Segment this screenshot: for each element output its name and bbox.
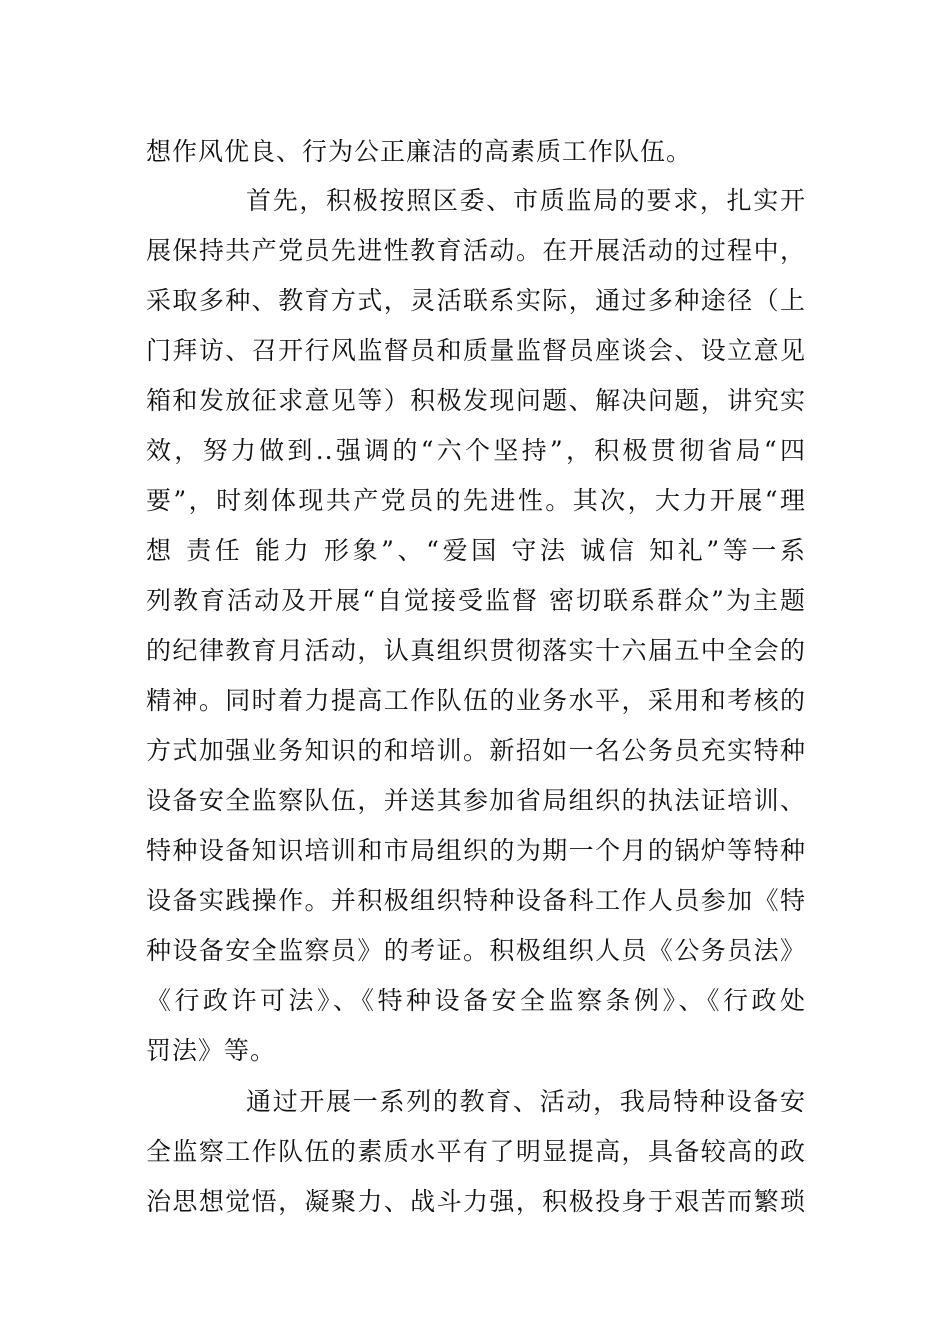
paragraph-first-line: 首先，积极按照区委、市质监局的要求，扎实开 — [246, 186, 806, 215]
text-line: 箱和发放征求意见等）积极发现问题、解决问题，讲究实 — [146, 386, 806, 415]
text-line: 治思想觉悟，凝聚力、战斗力强，积极投身于艰苦而繁琐 — [146, 1187, 806, 1216]
text-line: 精神。同时着力提高工作队伍的业务水平，采用和考核的 — [146, 686, 806, 715]
text-line: 全监察工作队伍的素质水平有了明显提高，具备较高的政 — [146, 1137, 806, 1166]
text-line: 罚法》等。 — [146, 1036, 277, 1065]
text-line: 想作风优良、行为公正廉洁的高素质工作队伍。 — [146, 137, 693, 166]
text-line: 设备安全监察队伍，并送其参加省局组织的执法证培训、 — [146, 786, 806, 815]
text-line: 想 责任 能力 形象”、“爱国 守法 诚信 知礼”等一系 — [146, 536, 806, 565]
text-line: 效，努力做到..强调的“六个坚持”，积极贯彻省局“四 — [146, 436, 806, 465]
text-line: 特种设备知识培训和市局组织的为期一个月的锅炉等特种 — [146, 836, 806, 865]
text-line: 的纪律教育月活动，认真组织贯彻落实十六届五中全会的 — [146, 636, 806, 665]
text-line: 门拜访、召开行风监督员和质量监督员座谈会、设立意见 — [146, 336, 806, 365]
text-line: 要”，时刻体现共产党员的先进性。其次，大力开展“理 — [146, 486, 806, 515]
paragraph-first-line: 通过开展一系列的教育、活动，我局特种设备安 — [246, 1087, 806, 1116]
text-line: 采取多种、教育方式，灵活联系实际，通过多种途径（上 — [146, 286, 806, 315]
text-line: 设备实践操作。并积极组织特种设备科工作人员参加《特 — [146, 886, 806, 915]
text-line: 种设备安全监察员》的考证。积极组织人员《公务员法》 — [146, 936, 806, 965]
text-line: 列教育活动及开展“自觉接受监督 密切联系群众”为主题 — [146, 586, 806, 615]
text-line: 展保持共产党员先进性教育活动。在开展活动的过程中， — [146, 236, 806, 265]
text-line: 方式加强业务知识的和培训。新招如一名公务员充实特种 — [146, 736, 806, 765]
text-line: 《行政许可法》、《特种设备安全监察条例》、《行政处 — [146, 986, 806, 1015]
